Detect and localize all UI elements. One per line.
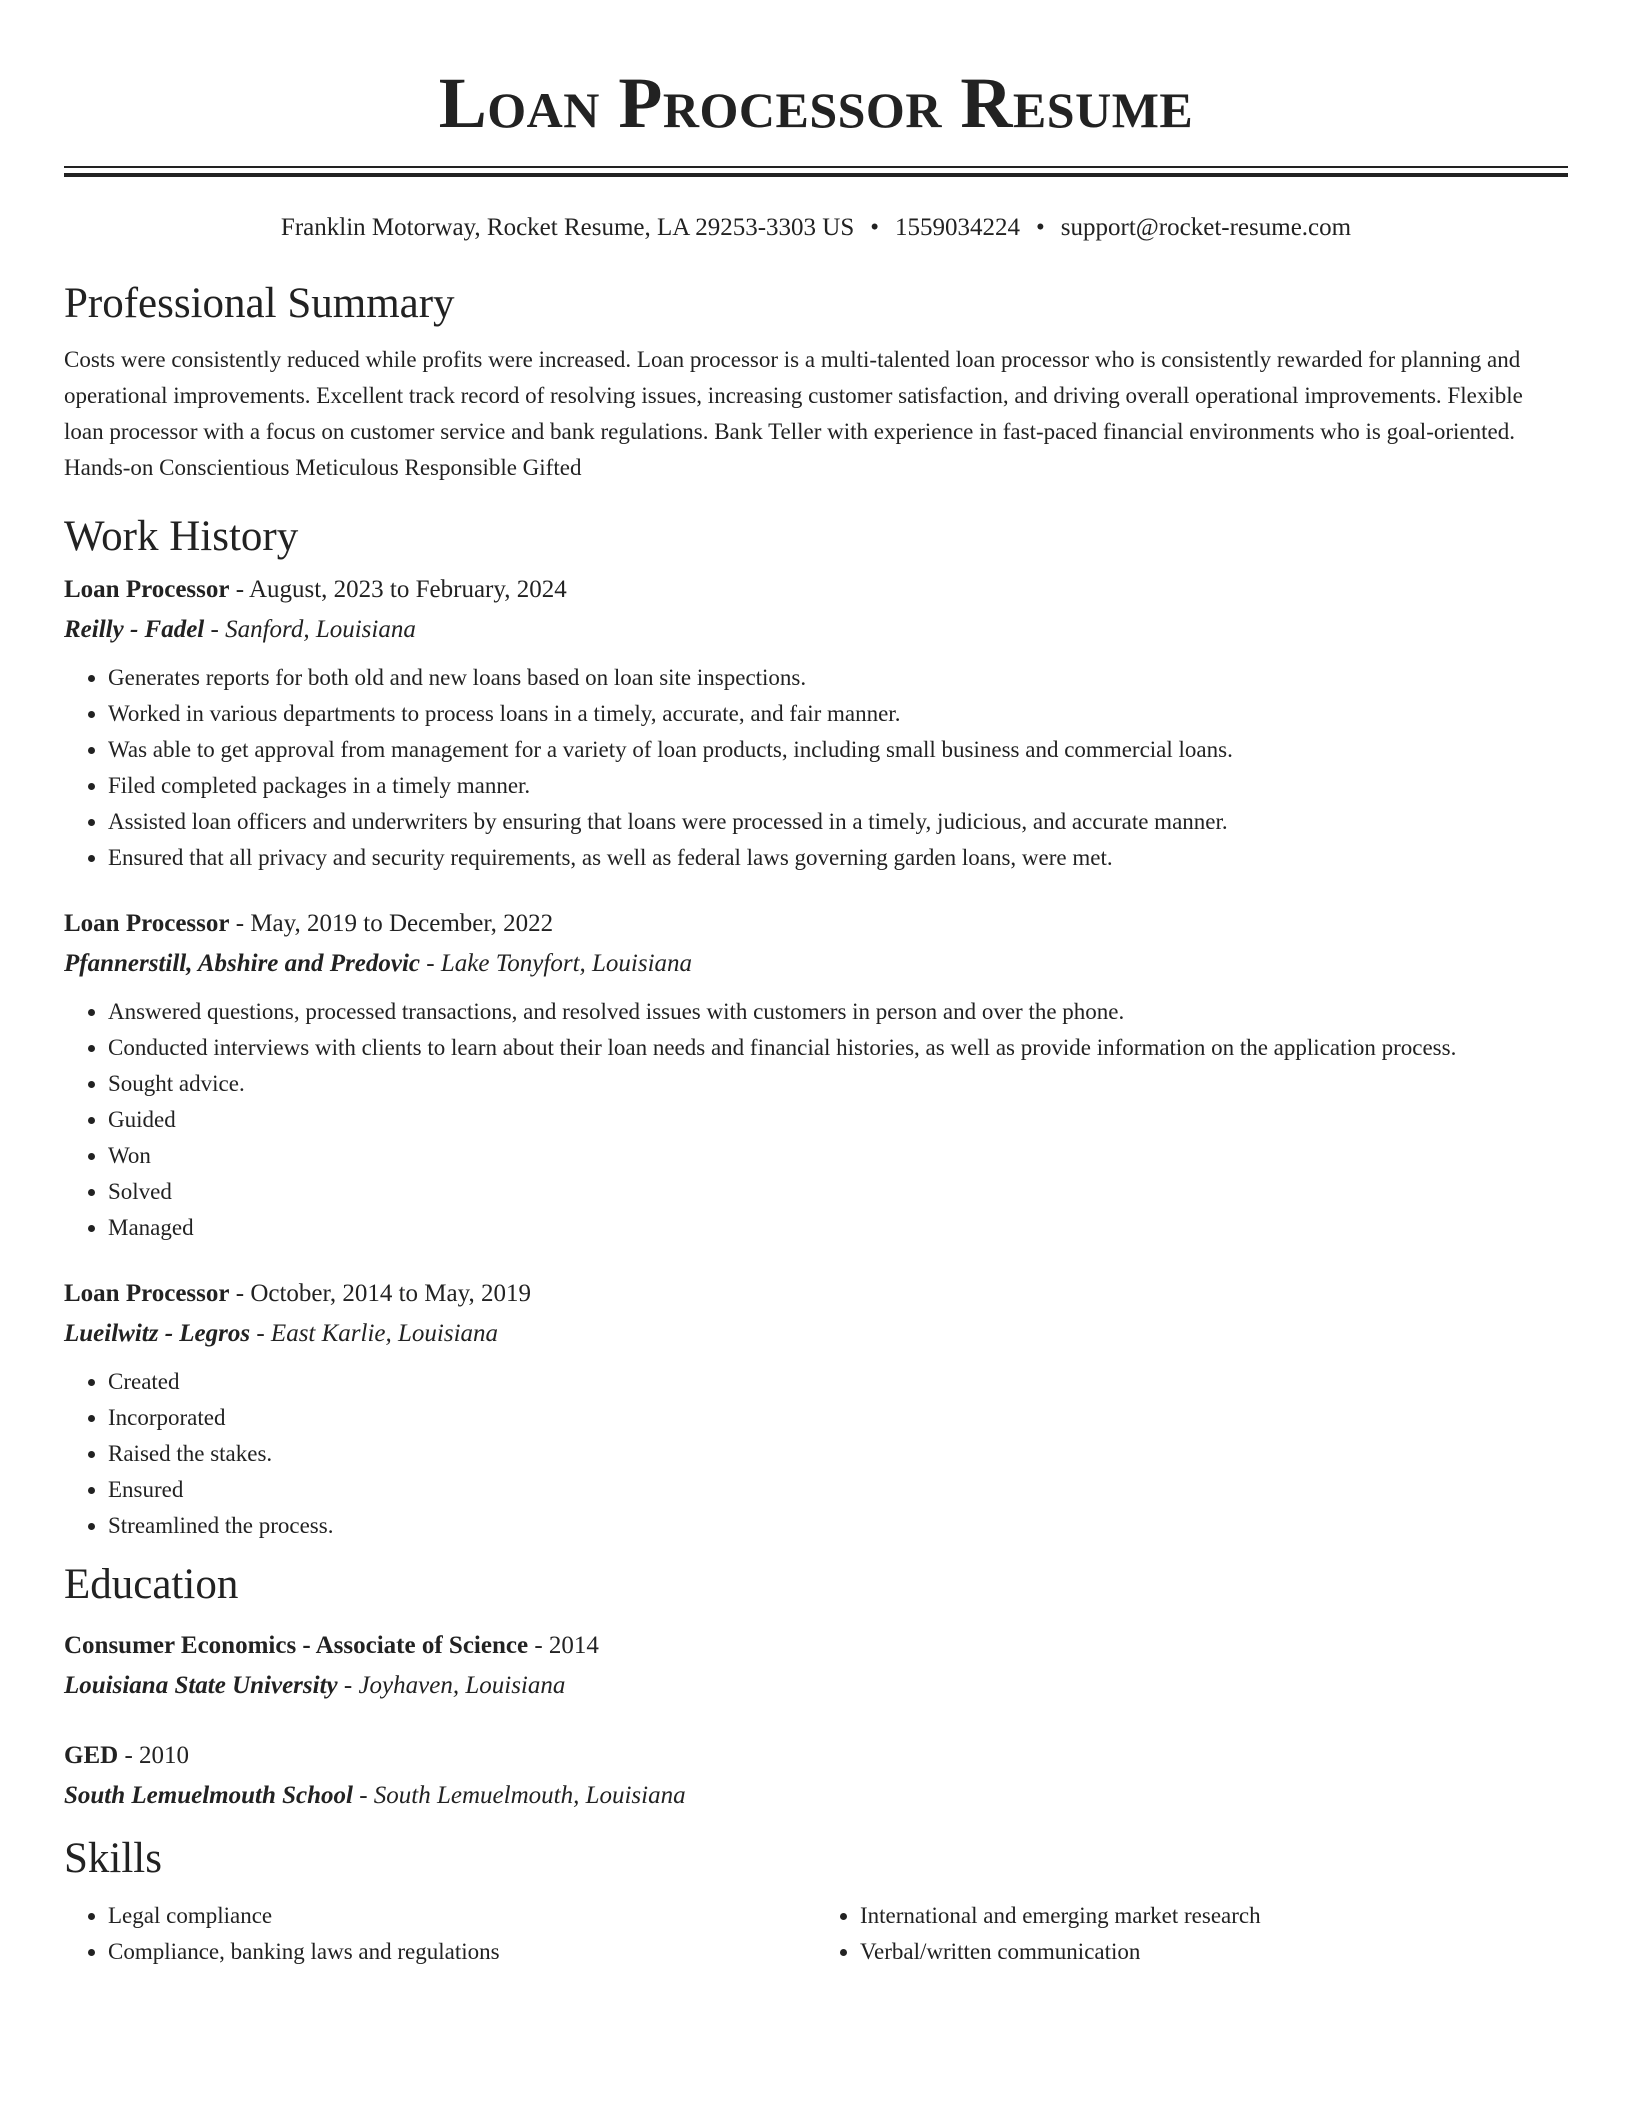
summary-heading: Professional Summary <box>64 280 455 327</box>
employer-name: Lueilwitz - Legros <box>64 1320 251 1347</box>
education-heading: Education <box>64 1561 239 1608</box>
job-title-line <box>64 904 1568 944</box>
skills-list-right <box>816 1898 1568 1970</box>
list-item: • Filed completed packages in a timely manner. <box>108 768 1568 804</box>
skills-columns <box>64 1898 1568 1970</box>
contact-email: support@rocket-resume.com <box>1060 214 1352 241</box>
employer-location: - Sanford, Louisiana <box>204 616 416 643</box>
job-bullets <box>64 660 1568 876</box>
job-title: Loan Processor <box>64 1280 230 1307</box>
title-rule-thin <box>64 166 1568 168</box>
job-dates: - August, 2023 to February, 2024 <box>229 576 567 603</box>
job-entry <box>64 904 1568 1246</box>
school-line <box>64 1666 1568 1706</box>
list-item: • Ensured <box>108 1472 1568 1508</box>
employer-name: Reilly - Fadel <box>64 616 205 643</box>
summary-text: Costs were consistently reduced while profits were increased. Loan processor is a multi-talented loan processor who is consistently rewarded for planning and operational improvements. Excellent track record of resolving issues, increasing customer satisfaction, and driving overall operational improvements. Flexible loan processor with a focus on customer service and bank regulations. Bank Teller with experience in fast-paced financial environments who is goal-oriented. Hands-on Conscientious Meticulous Responsible Gifted <box>64 347 1523 480</box>
degree-name: GED <box>64 1742 119 1769</box>
list-item: • Was able to get approval from management for a variety of loan products, including small business and commercial loans. <box>108 732 1568 768</box>
job-title-line <box>64 1274 1568 1314</box>
job-title-line <box>64 570 1568 610</box>
job-dates: - October, 2014 to May, 2019 <box>229 1280 531 1307</box>
list-item: • Guided <box>108 1102 1568 1138</box>
work-history-heading: Work History <box>64 513 299 560</box>
list-item: • Incorporated <box>108 1400 1568 1436</box>
job-entry <box>64 570 1568 876</box>
resume-title: Loan Processor Resume <box>438 63 1194 143</box>
employer-line <box>64 610 1568 650</box>
list-item: • Raised the stakes. <box>108 1436 1568 1472</box>
education-entry <box>64 1626 1568 1706</box>
skills-list-left <box>64 1898 816 1970</box>
list-item: • Streamlined the process. <box>108 1508 1568 1544</box>
school-line <box>64 1776 1568 1816</box>
degree-name: Consumer Economics - Associate of Science <box>64 1632 529 1659</box>
list-item: • Verbal/written communication <box>860 1934 1568 1970</box>
resume-page <box>64 0 1568 1970</box>
employer-location: - East Karlie, Louisiana <box>250 1320 499 1347</box>
degree-line <box>64 1626 1568 1666</box>
contact-separator: • <box>870 214 880 241</box>
school-location: - South Lemuelmouth, Louisiana <box>352 1782 686 1809</box>
title-rule-thick <box>64 173 1568 177</box>
contact-address: Franklin Motorway, Rocket Resume, LA 29253-3303 US <box>280 214 855 241</box>
skills-heading: Skills <box>64 1835 162 1882</box>
employer-line <box>64 944 1568 984</box>
list-item: • Assisted loan officers and underwriters by ensuring that loans were processed in a timely, judicious, and accurate manner. <box>108 804 1568 840</box>
job-title: Loan Processor <box>64 910 230 937</box>
list-item: • Generates reports for both old and new loans based on loan site inspections. <box>108 660 1568 696</box>
employer-location: - Lake Tonyfort, Louisiana <box>420 950 693 977</box>
list-item: • Managed <box>108 1210 1568 1246</box>
job-dates: - May, 2019 to December, 2022 <box>229 910 554 937</box>
employer-name: Pfannerstill, Abshire and Predovic <box>64 950 421 977</box>
degree-year: - 2014 <box>528 1632 599 1659</box>
job-bullets <box>64 1364 1568 1544</box>
list-item: • Solved <box>108 1174 1568 1210</box>
school-name: Louisiana State University <box>64 1672 338 1699</box>
list-item: • Sought advice. <box>108 1066 1568 1102</box>
contact-phone: 1559034224 <box>895 214 1021 241</box>
list-item: • Worked in various departments to process loans in a timely, accurate, and fair manner. <box>108 696 1568 732</box>
list-item: • Answered questions, processed transactions, and resolved issues with customers in person and over the phone. <box>108 994 1568 1030</box>
school-name: South Lemuelmouth School <box>64 1782 353 1809</box>
employer-line <box>64 1314 1568 1354</box>
degree-year: - 2010 <box>118 1742 190 1769</box>
list-item: • Ensured that all privacy and security requirements, as well as federal laws governing garden loans, were met. <box>108 840 1568 876</box>
job-bullets <box>64 994 1568 1246</box>
job-entry <box>64 1274 1568 1544</box>
school-location: - Joyhaven, Louisiana <box>337 1672 566 1699</box>
list-item: • Conducted interviews with clients to learn about their loan needs and financial histories, as well as provide information on the application process. <box>108 1030 1568 1066</box>
contact-line <box>64 211 1568 245</box>
list-item: • Created <box>108 1364 1568 1400</box>
list-item: • Legal compliance <box>108 1898 816 1934</box>
job-title: Loan Processor <box>64 576 230 603</box>
list-item: • Won <box>108 1138 1568 1174</box>
contact-separator: • <box>1036 214 1045 241</box>
education-entry <box>64 1736 1568 1816</box>
list-item: • International and emerging market research <box>860 1898 1568 1934</box>
degree-line <box>64 1736 1568 1776</box>
list-item: • Compliance, banking laws and regulations <box>108 1934 816 1970</box>
